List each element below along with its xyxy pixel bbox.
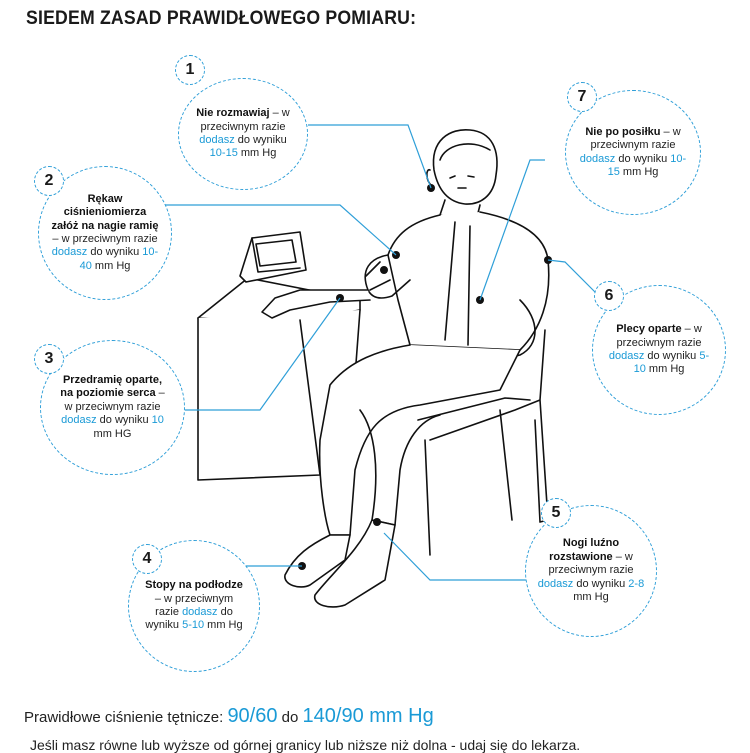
doctor-advice: Jeśli masz równe lub wyższe od górnej granicy lub niższe niż dolna - udaj się do lekarza.	[30, 737, 581, 753]
rule-number-4: 4	[132, 544, 162, 574]
rule-bubble-1: Nie rozmawiaj – w przeciwnym razie dodasz do wyniku 10-15 mm Hg	[178, 78, 308, 190]
rule-bubble-2: Rękaw ciśnieniomierza załóż na nagie ramię – w przeciwnym razie dodasz do wyniku 10-40 mm Hg	[38, 166, 172, 300]
normal-pressure-connector: do	[277, 709, 303, 726]
rule-bubble-7: Nie po posiłku – w przeciwnym razie dodasz do wyniku 10-15 mm Hg	[565, 90, 701, 215]
head	[433, 130, 497, 204]
bp-monitor	[240, 232, 306, 282]
rule-number-1: 1	[175, 55, 205, 85]
normal-pressure-high: 140/90 mm Hg	[302, 705, 434, 727]
rule-bubble-5: Nogi luźno rozstawione – w przeciwnym razie dodasz do wyniku 2-8 mm Hg	[525, 505, 657, 637]
rule-bubble-4: Stopy na podłodze – w przeciwnym razie dodasz do wyniku 5-10 mm Hg	[128, 540, 260, 672]
rule-number-5: 5	[541, 498, 571, 528]
legs	[320, 345, 520, 535]
rule-number-2: 2	[34, 166, 64, 196]
page-title: SIEDEM ZASAD PRAWIDŁOWEGO POMIARU:	[26, 8, 417, 29]
rule-bubble-3: Przedramię oparte, na poziomie serca – w przeciwnym razie dodasz do wyniku 10 mm HG	[40, 340, 185, 475]
rule-bubble-6: Plecy oparte – w przeciwnym razie dodasz do wyniku 5-10 mm Hg	[592, 285, 726, 415]
rule-number-6: 6	[594, 281, 624, 311]
rule-number-3: 3	[34, 344, 64, 374]
normal-pressure-label: Prawidłowe ciśnienie tętnicze:	[24, 709, 228, 726]
normal-pressure-low: 90/60	[227, 705, 278, 727]
normal-pressure-line	[24, 705, 434, 728]
rule-number-7: 7	[567, 82, 597, 112]
